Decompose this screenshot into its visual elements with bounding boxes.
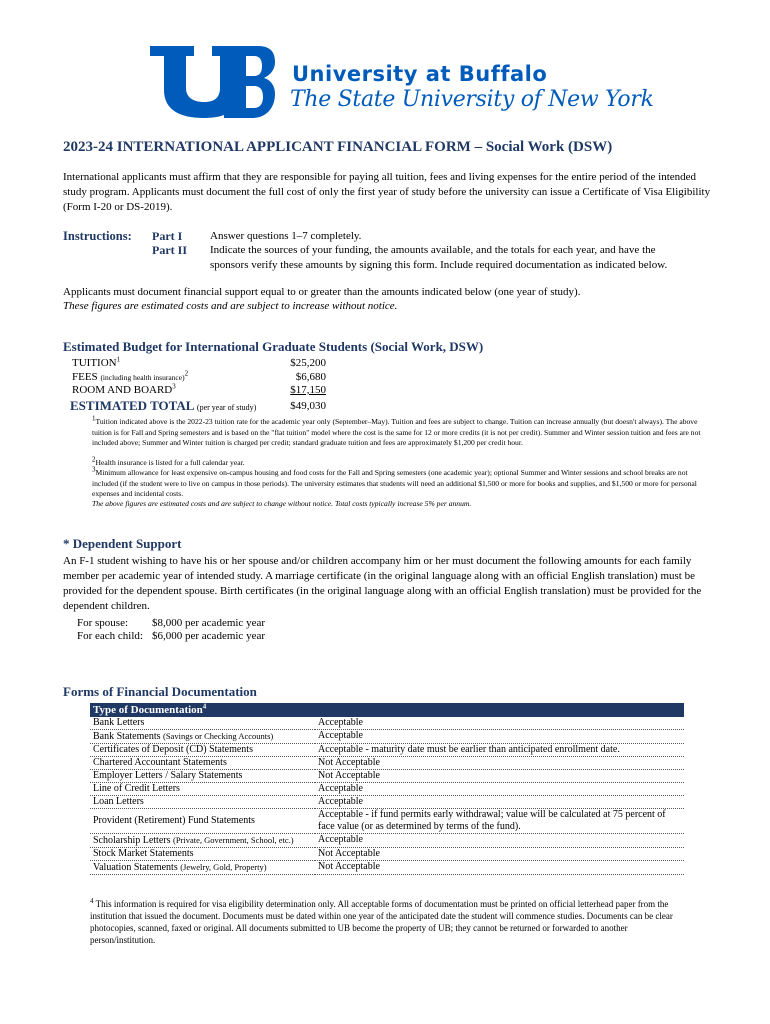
table-row: Stock Market Statements Not Acceptable [90, 848, 684, 861]
part-2-text: Indicate the sources of your funding, the amounts available, and the totals for each year, and have the sponsors verify these amounts by signing this form. Include required documentation as indicated below. [210, 244, 668, 271]
university-name: University at Buffalo [292, 62, 548, 86]
spouse-line: For spouse: $8,000 per academic year [77, 617, 265, 629]
estimated-total-label: ESTIMATED TOTAL (per year of study) [70, 398, 257, 413]
instructions-label: Instructions: [63, 229, 132, 243]
support-note: Applicants must document financial support equal to or greater than the amounts indicated below (one year of study). [63, 286, 581, 298]
table-row: Chartered Accountant Statements Not Acceptable [90, 757, 684, 770]
table-row: Line of Credit Letters Acceptable [90, 783, 684, 796]
part-2-label: Part II [152, 243, 187, 257]
table-row: Bank Letters Acceptable [90, 717, 684, 730]
budget-heading: Estimated Budget for International Graduate Students (Social Work, DSW) [63, 339, 484, 354]
intro-paragraph: International applicants must affirm that they are responsible for paying all tuition, fees and living expenses for the entire period of the intended study program. Applicants must document the full cost of only the first year of study before the university can issue a Certificate of Visa Eligibility (Form I-20 or DS-2019). [63, 171, 711, 213]
university-subtitle: The State University of New York [290, 87, 654, 112]
room-board-value: $17,150 [290, 384, 326, 396]
footnote-italic: The above figures are estimated costs and are subject to change without notice. Total costs typically increase 5% per annum. [92, 499, 472, 508]
fees-label: FEES (including health insurance)$^2$ [72, 369, 189, 383]
table-row: Provident (Retirement) Fund Statements Acceptable - if fund permits early withdrawal; value will be calculated at 75 percent of face value (or as determined by terms of the fund). [90, 809, 684, 834]
documentation-footnote: $^4$ This information is required for visa eligibility determination only. All acceptable forms of documentation must be printed on official letterhead paper from the institution that issued the document. Documents must be dated within one year of the anticipated date the student will commence studies. Documents can be clear photocopies, scanned, faxed or original. All documents submitted to UB become the property of UB; they cannot be returned or forwarded to another person/institution. [90, 897, 673, 945]
footnote-3: $^3$Minimum allowance for least expensive on-campus housing and food costs for the Fall and Spring semesters (one academic year); optional Summer and Winter sessions and school breaks are not included (if the student were to live on campus in those periods). The university estimates that students will need an additional $1,500 or more for books and supplies, and $1,500 or more for personal expenses and incidental costs. [92, 465, 697, 498]
table-row: Certificates of Deposit (CD) Statements Acceptable - maturity date must be earlier than anticipated enrollment date. [90, 744, 684, 757]
documentation-table [90, 703, 684, 875]
table-header-row [90, 703, 684, 717]
fees-value: $6,680 [295, 371, 326, 383]
table-row: Loan Letters Acceptable [90, 796, 684, 809]
dependent-paragraph: An F-1 student wishing to have his or her spouse and/or children accompany him or her must document the following amounts for each family member per academic year of intended study. A marriage certificate (in the original language along with an official English translation) must be provided for the dependent spouse. Birth certificates (in the original language along with an official English translation) must be provided for the dependent children. [63, 555, 702, 612]
tuition-label: TUITION$^1$ [72, 355, 121, 369]
documentation-heading: Forms of Financial Documentation [63, 684, 257, 699]
table-row: Bank Statements (Savings or Checking Accounts) Acceptable [90, 730, 684, 744]
part-1-text: Answer questions 1–7 completely. [210, 230, 362, 242]
table-row: Scholarship Letters (Private, Government, School, etc.) Acceptable [90, 834, 684, 848]
part-1-label: Part I [152, 229, 183, 243]
footnote-2: $^2$Health insurance is listed for a full calendar year. [92, 455, 245, 467]
table-row: Valuation Statements (Jewelry, Gold, Property) Not Acceptable [90, 861, 684, 875]
form-title: 2023-24 INTERNATIONAL APPLICANT FINANCIAL FORM – Social Work (DSW) [63, 139, 613, 155]
type-column-header: Type of Documentation$^4$ [90, 703, 684, 717]
table-row: Employer Letters / Salary Statements Not Acceptable [90, 770, 684, 783]
room-board-label: ROOM AND BOARD$^3$ [72, 382, 176, 396]
child-line: For each child: $6,000 per academic year [77, 630, 265, 642]
support-note-italic: These figures are estimated costs and are subject to increase without notice. [63, 300, 398, 312]
dependent-heading: * Dependent Support [63, 536, 182, 551]
footnote-1: $^1$Tuition indicated above is the 2022-23 tuition rate for the academic year only (September–May). Tuition and fees are subject to change. Tuition can increase annually (but doesn't always). The above tuition is for Fall and Spring semesters and is based on the "flat tuition" model where the cost is the same for 12 or more credits (it is not per credit). Summer and Winter session tuition and fees are not included above; Summer and Winter tuition is charged per credit; standard graduate tuition and fees are approximately $1,200 per credit hour. [92, 414, 701, 447]
tuition-value: $25,200 [290, 357, 326, 369]
ub-logo-icon [150, 44, 275, 120]
estimated-total-value: $49,030 [290, 400, 326, 412]
